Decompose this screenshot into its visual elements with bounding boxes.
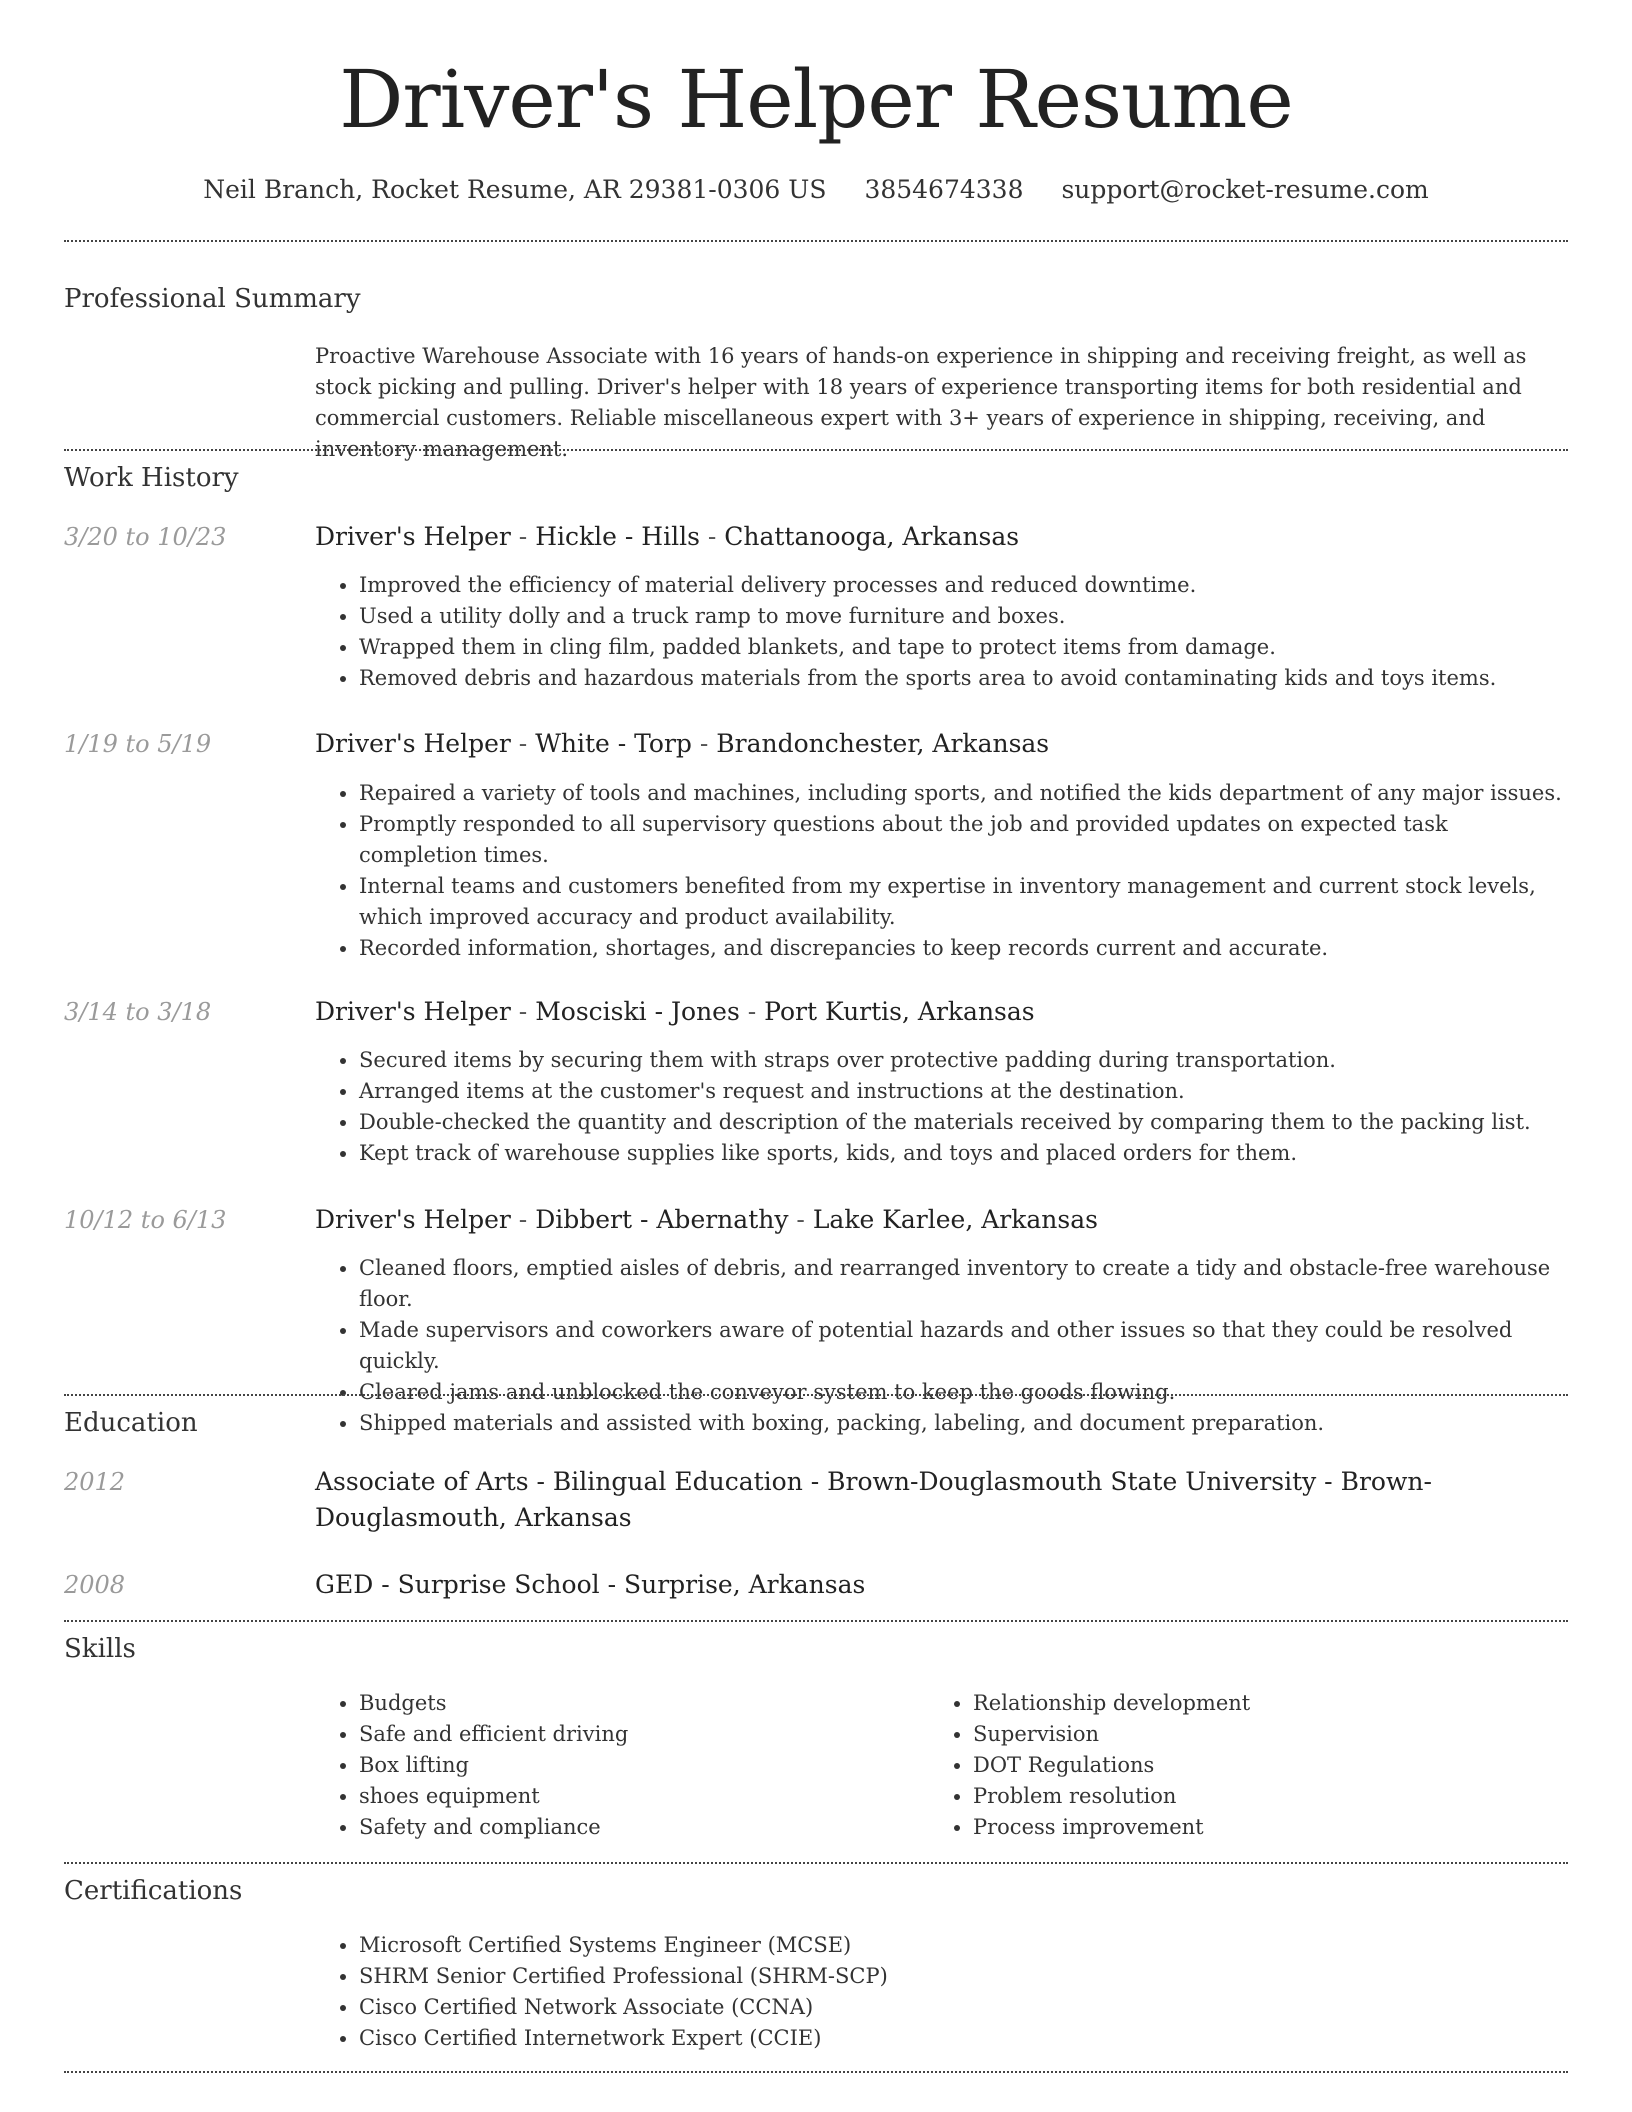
job-bullets [315,570,1565,694]
list-item: • Relationship development [973,1688,1529,1719]
job-company: White - Torp [535,729,692,758]
job-title: Driver's Helper - Mosciski - Jones - Port Kurtis, Arkansas [315,997,1035,1026]
list-item: • Cisco Certified Internetwork Expert (CCIE) [359,2023,1565,2054]
job-company: Dibbert - Abernathy [535,1205,789,1234]
contact-email: support@rocket-resume.com [1061,175,1429,204]
list-item: • shoes equipment [359,1781,915,1812]
summary-text: Proactive Warehouse Associate with 16 years of hands-on experience in shipping and receiving freight, as well as stock picking and pulling. Driver's helper with 18 years of experience transporting items for both residential and commercial customers. Reliable miscellaneous expert with 3+ years of experience in shipping, receiving, and inventory management. [315,344,1527,461]
certifications-list [315,1930,1565,2054]
job-title: Driver's Helper - Hickle - Hills - Chattanooga, Arkansas [315,522,1020,551]
list-item: • Internal teams and customers benefited from my expertise in inventory management and current stock levels, which improved accuracy and product availability. [359,871,1565,933]
list-item: • Recorded information, shortages, and discrepancies to keep records current and accurate. [359,933,1565,964]
education-degree: Associate of Arts - Bilingual Education [315,1467,803,1496]
list-item: • Problem resolution [973,1781,1529,1812]
education-school: Brown-Douglasmouth State University - Brown-Douglasmouth, Arkansas [315,1467,1432,1532]
section-divider [64,1394,1568,1396]
list-item: • Repaired a variety of tools and machines, including sports, and notified the kids department of any major issues. [359,778,1565,809]
job-dates: 3/14 to 3/18 [64,998,212,1026]
job-location: Port Kurtis, Arkansas [764,997,1035,1026]
job-dates: 3/20 to 10/23 [64,523,227,551]
job-location: Chattanooga, Arkansas [724,522,1020,551]
list-item: • Arranged items at the customer's request and instructions at the destination. [359,1076,1565,1107]
section-divider [64,240,1568,242]
list-item: • Promptly responded to all supervisory questions about the job and provided updates on expected task completion times. [359,809,1565,871]
list-item: • Budgets [359,1688,915,1719]
job-title: Driver's Helper - Dibbert - Abernathy - Lake Karlee, Arkansas [315,1205,1098,1234]
list-item: • Wrapped them in cling film, padded blankets, and tape to protect items from damage. [359,632,1565,663]
summary-heading: Professional Summary [64,284,361,314]
skills-heading: Skills [64,1634,136,1664]
list-item: • Made supervisors and coworkers aware of potential hazards and other issues so that they could be resolved quickly. [359,1315,1565,1377]
list-item: • Removed debris and hazardous materials from the sports area to avoid contaminating kids and toys items. [359,663,1565,694]
job-company: Hickle - Hills [535,522,700,551]
education-year: 2008 [64,1571,126,1599]
job-role: Driver's Helper [315,729,511,758]
job-location: Lake Karlee, Arkansas [812,1205,1098,1234]
job-role: Driver's Helper [315,522,511,551]
section-divider [64,2071,1568,2073]
education-entry: Associate of Arts - Bilingual Education - Brown-Douglasmouth State University - Brown-Douglasmouth, Arkansas [315,1467,1432,1532]
list-item: • Box lifting [359,1750,915,1781]
job-bullets [315,778,1565,964]
job-location: Brandonchester, Arkansas [716,729,1050,758]
job-role: Driver's Helper [315,997,511,1026]
list-item: • Improved the efficiency of material delivery processes and reduced downtime. [359,570,1565,601]
list-item: • Cleaned floors, emptied aisles of debris, and rearranged inventory to create a tidy and obstacle-free warehouse floor. [359,1253,1565,1315]
job-bullets [315,1045,1565,1169]
job-dates: 1/19 to 5/19 [64,730,212,758]
job-title: Driver's Helper - White - Torp - Brandonchester, Arkansas [315,729,1050,758]
job-dates: 10/12 to 6/13 [64,1206,227,1234]
section-divider [64,1862,1568,1864]
education-heading: Education [64,1408,198,1438]
job-company: Mosciski - Jones [535,997,740,1026]
list-item: • Cleared jams and unblocked the conveyor system to keep the goods flowing. [359,1377,1565,1408]
list-item: • Shipped materials and assisted with boxing, packing, labeling, and document preparation. [359,1408,1565,1439]
education-degree: GED [315,1570,374,1599]
education-school: Surprise School - Surprise, Arkansas [397,1570,866,1599]
list-item: • Microsoft Certified Systems Engineer (MCSE) [359,1930,1565,1961]
job-role: Driver's Helper [315,1205,511,1234]
list-item: • Process improvement [973,1812,1529,1843]
contact-phone: 3854674338 [864,175,1024,204]
contact-address: Neil Branch, Rocket Resume, AR 29381-0306 US [203,175,827,204]
resume-title: Driver's Helper Resume [339,53,1293,146]
certifications-heading: Certifications [64,1876,243,1906]
job-bullets [315,1253,1565,1439]
list-item: • Kept track of warehouse supplies like sports, kids, and toys and placed orders for them. [359,1138,1565,1169]
list-item: • Supervision [973,1719,1529,1750]
contact-line [0,170,1632,210]
list-item: • Safe and efficient driving [359,1719,915,1750]
skills-list-left [315,1688,915,1843]
education-year: 2012 [64,1468,126,1496]
list-item: • Safety and compliance [359,1812,915,1843]
work-history-heading: Work History [64,463,239,493]
list-item: • SHRM Senior Certified Professional (SHRM-SCP) [359,1961,1565,1992]
list-item: • DOT Regulations [973,1750,1529,1781]
list-item: • Cisco Certified Network Associate (CCNA) [359,1992,1565,2023]
list-item: • Used a utility dolly and a truck ramp to move furniture and boxes. [359,601,1565,632]
skills-list-right [929,1688,1529,1843]
list-item: • Secured items by securing them with straps over protective padding during transportation. [359,1045,1565,1076]
list-item: • Double-checked the quantity and description of the materials received by comparing them to the packing list. [359,1107,1565,1138]
education-entry: GED - Surprise School - Surprise, Arkansas [315,1570,866,1599]
section-divider [64,1620,1568,1622]
summary-section [315,341,1565,465]
section-divider [64,449,1568,451]
